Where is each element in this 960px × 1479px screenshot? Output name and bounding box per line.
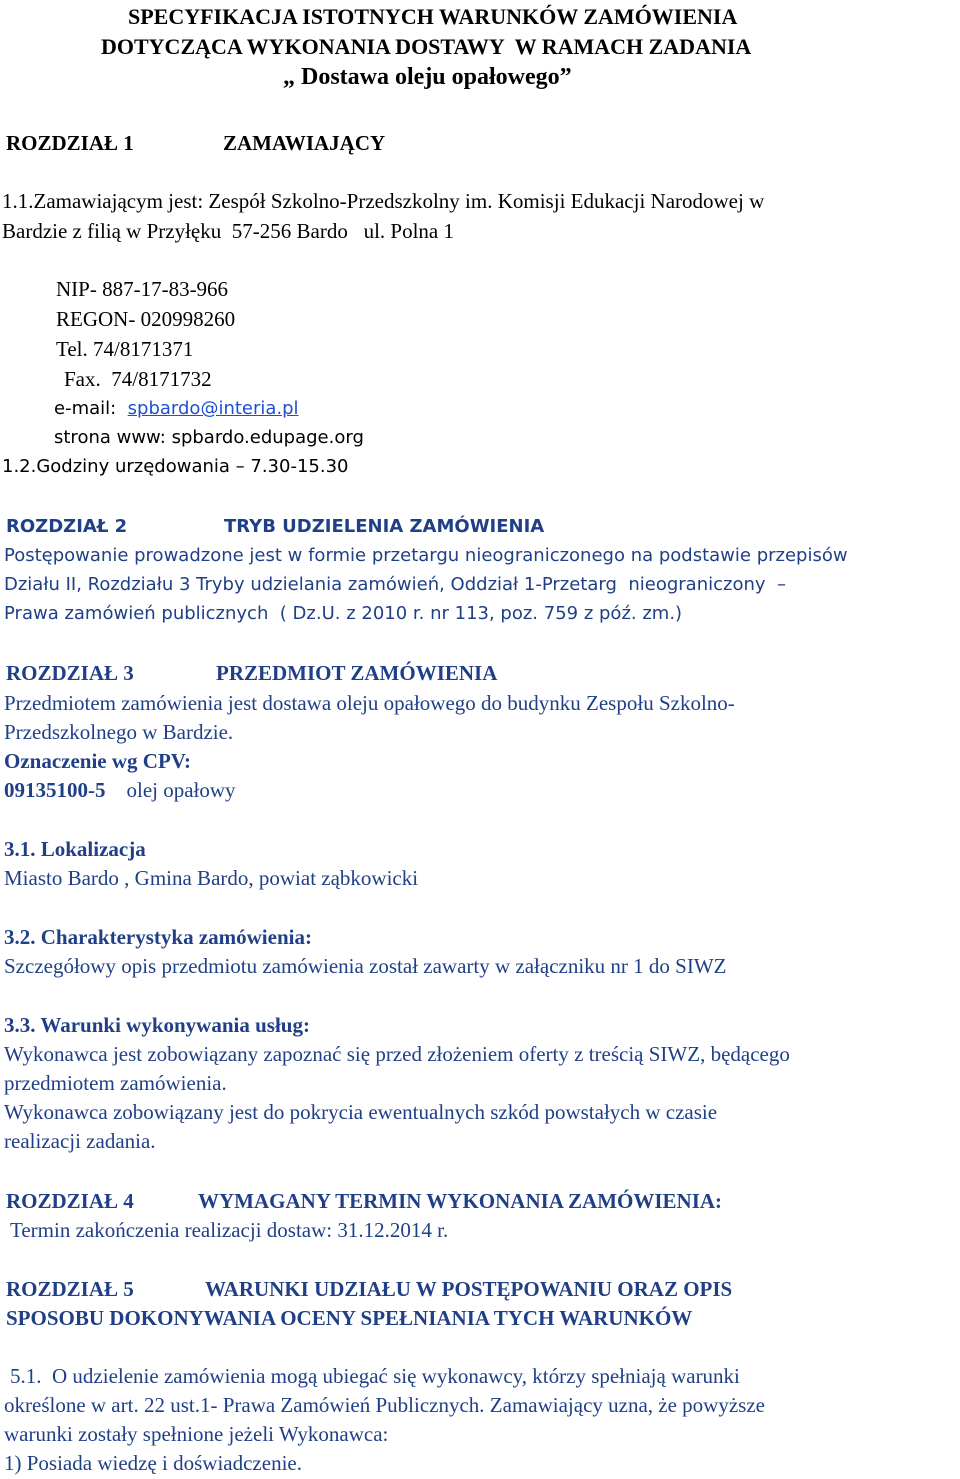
chapter-5-title-line-2: SPOSOBU DOKONYWANIA OCENY SPEŁNIANIA TYCH WARUNKÓW	[6, 1306, 693, 1330]
chapter-5-title-line-1: WARUNKI UDZIAŁU W POSTĘPOWANIU ORAZ OPIS	[205, 1277, 733, 1301]
regon: REGON- 020998260	[56, 307, 236, 331]
cpv-name: olej opałowy	[126, 778, 236, 802]
nip: NIP- 887-17-83-966	[56, 277, 229, 301]
section-3-3-heading: 3.3. Warunki wykonywania usług:	[4, 1013, 310, 1037]
chapter-4-title: WYMAGANY TERMIN WYKONANIA ZAMÓWIENIA:	[198, 1189, 723, 1213]
section-3-3-line-1: Wykonawca jest zobowiązany zapoznać się przed złożeniem oferty z treścią SIWZ, będącego	[4, 1042, 790, 1066]
ch5-line-1: 5.1. O udzielenie zamówienia mogą ubiegać się wykonawcy, którzy spełniają warunki	[10, 1364, 740, 1388]
title-line-3: „ Dostawa oleju opałowego”	[283, 64, 572, 90]
ch5-line-2: określone w art. 22 ust.1- Prawa Zamówień Publicznych. Zamawiający uzna, że powyższe	[4, 1393, 765, 1417]
section-3-2-heading: 3.2. Charakterystyka zamówienia:	[4, 925, 312, 949]
website: strona www: spbardo.edupage.org	[54, 427, 364, 448]
chapter-1-number: ROZDZIAŁ 1	[6, 131, 134, 155]
ch5-line-3: warunki zostały spełnione jeżeli Wykonawca:	[4, 1422, 389, 1446]
cpv-code: 09135100-5	[4, 778, 106, 802]
ch4-text: Termin zakończenia realizacji dostaw: 31.12.2014 r.	[10, 1218, 449, 1242]
ch2-line-2: Działu II, Rozdziału 3 Tryby udzielania zamówień, Oddział 1-Przetarg nieograniczony –	[4, 574, 786, 595]
ch1-paragraph-line-2: Bardzie z filią w Przyłęku 57-256 Bardo ul. Polna 1	[2, 219, 454, 243]
ch2-line-3: Prawa zamówień publicznych ( Dz.U. z 2010 r. nr 113, poz. 759 z póź. zm.)	[4, 603, 683, 624]
email-label: e-mail:	[54, 398, 117, 419]
phone: Tel. 74/8171371	[56, 337, 194, 361]
cpv-row	[4, 777, 236, 803]
section-3-1-text: Miasto Bardo , Gmina Bardo, powiat ząbkowicki	[4, 866, 419, 890]
section-3-1-heading: 3.1. Lokalizacja	[4, 837, 146, 861]
section-3-3-line-3: Wykonawca zobowiązany jest do pokrycia ewentualnych szkód powstałych w czasie	[4, 1100, 718, 1124]
chapter-3-number: ROZDZIAŁ 3	[6, 661, 134, 685]
email-link[interactable]: spbardo@interia.pl	[127, 398, 299, 419]
chapter-5-number: ROZDZIAŁ 5	[6, 1277, 134, 1301]
cpv-label: Oznaczenie wg CPV:	[4, 749, 192, 773]
chapter-3-title: PRZEDMIOT ZAMÓWIENIA	[216, 661, 498, 685]
section-3-3-line-4: realizacji zadania.	[4, 1129, 156, 1153]
chapter-2-title: TRYB UDZIELENIA ZAMÓWIENIA	[224, 516, 545, 537]
chapter-1-title: ZAMAWIAJĄCY	[223, 131, 386, 155]
title-line-2: DOTYCZĄCA WYKONANIA DOSTAWY W RAMACH ZADANIA	[101, 34, 752, 59]
office-hours: 1.2.Godziny urzędowania – 7.30-15.30	[2, 456, 349, 477]
ch2-line-1: Postępowanie prowadzone jest w formie przetargu nieograniczonego na podstawie przepisów	[4, 545, 848, 566]
section-3-3-line-2: przedmiotem zamówienia.	[4, 1071, 227, 1095]
email-row	[54, 396, 299, 422]
title-line-1: SPECYFIKACJA ISTOTNYCH WARUNKÓW ZAMÓWIENIA	[128, 4, 738, 29]
ch5-line-4: 1) Posiada wiedzę i doświadczenie.	[4, 1451, 302, 1475]
section-3-2-text: Szczegółowy opis przedmiotu zamówienia został zawarty w załączniku nr 1 do SIWZ	[4, 954, 727, 978]
fax: Fax. 74/8171732	[64, 367, 212, 391]
chapter-4-number: ROZDZIAŁ 4	[6, 1189, 134, 1213]
ch3-line-1: Przedmiotem zamówienia jest dostawa oleju opałowego do budynku Zespołu Szkolno-	[4, 691, 735, 715]
ch1-paragraph-line-1: 1.1.Zamawiającym jest: Zespół Szkolno-Przedszkolny im. Komisji Edukacji Narodowej w	[2, 189, 765, 213]
chapter-2-number: ROZDZIAŁ 2	[6, 516, 128, 537]
ch3-line-2: Przedszkolnego w Bardzie.	[4, 720, 234, 744]
